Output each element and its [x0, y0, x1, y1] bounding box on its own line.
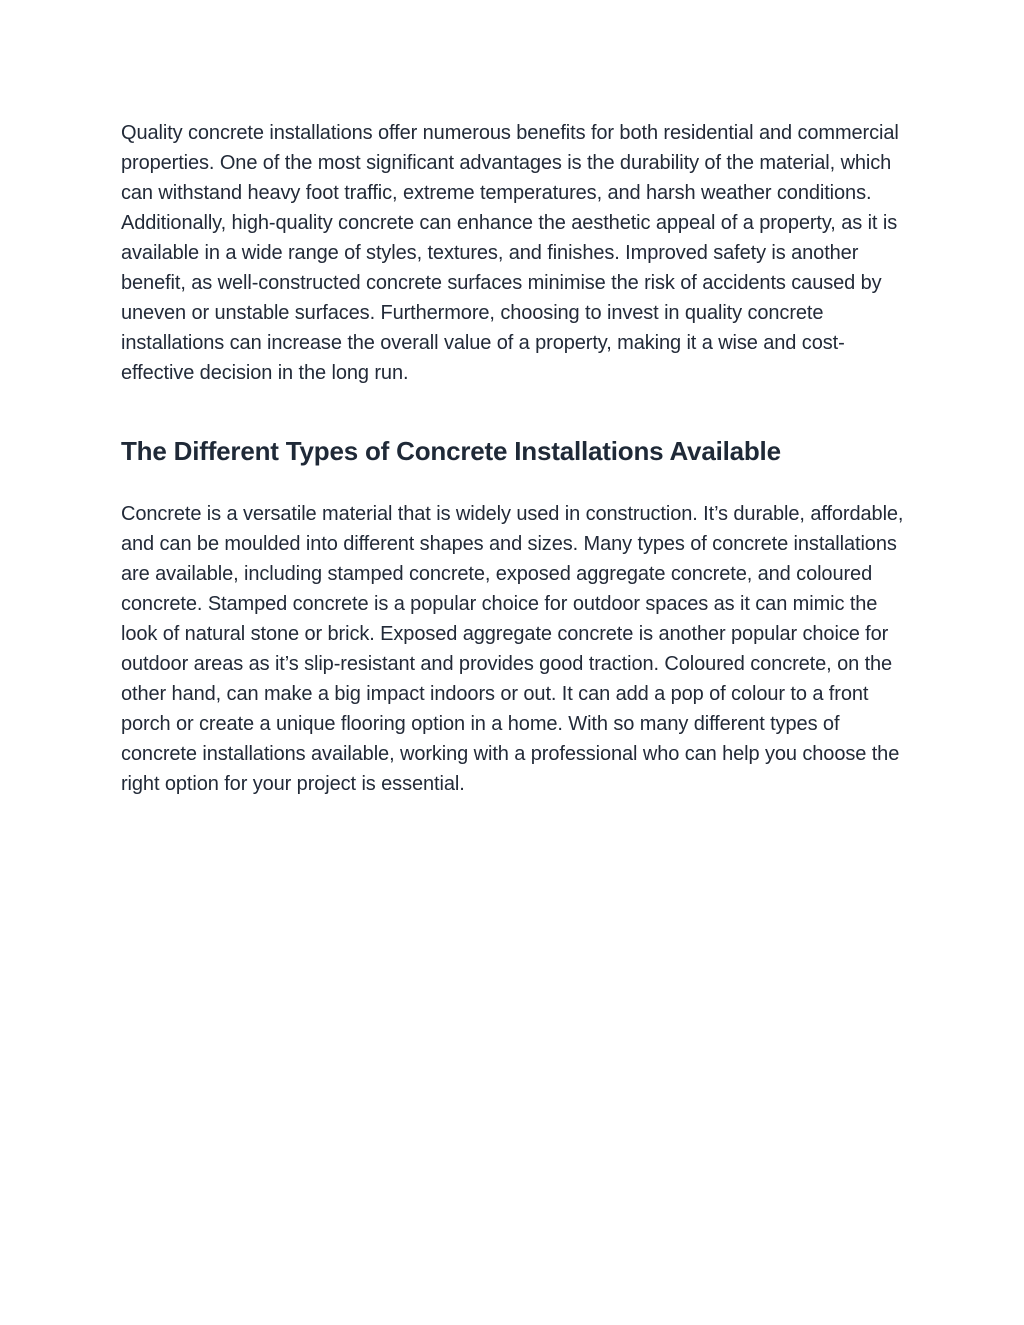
types-paragraph: Concrete is a versatile material that is widely used in construction. It’s durable, affordable, and can be moulded into different shapes and sizes. Many types of concrete installations are available, including stamped concrete, exposed aggregate concrete, and coloured concrete. Stamped concrete is a popular choice for outdoor spaces as it can mimic the look of natural stone or brick. Exposed aggregate concrete is another popular choice for outdoor areas as it’s slip-resistant and provides good traction. Coloured concrete, on the other hand, can make a big impact indoors or out. It can add a pop of colour to a front porch or create a unique flooring option in a home. With so many different types of concrete installations available, working with a professional who can help you choose the right option for your project is essential. — [121, 503, 904, 795]
document-page — [121, 118, 906, 799]
section-heading: The Different Types of Concrete Installations Available — [121, 436, 781, 466]
benefits-paragraph: Quality concrete installations offer numerous benefits for both residential and commercial properties. One of the most significant advantages is the durability of the material, which can withstand heavy foot traffic, extreme temperatures, and harsh weather conditions. Additionally, high-quality concrete can enhance the aesthetic appeal of a property, as it is available in a wide range of styles, textures, and finishes. Improved safety is another benefit, as well-constructed concrete surfaces minimise the risk of accidents caused by uneven or unstable surfaces. Furthermore, choosing to invest in quality concrete installations can increase the overall value of a property, making it a wise and cost-effective decision in the long run. — [121, 122, 899, 384]
